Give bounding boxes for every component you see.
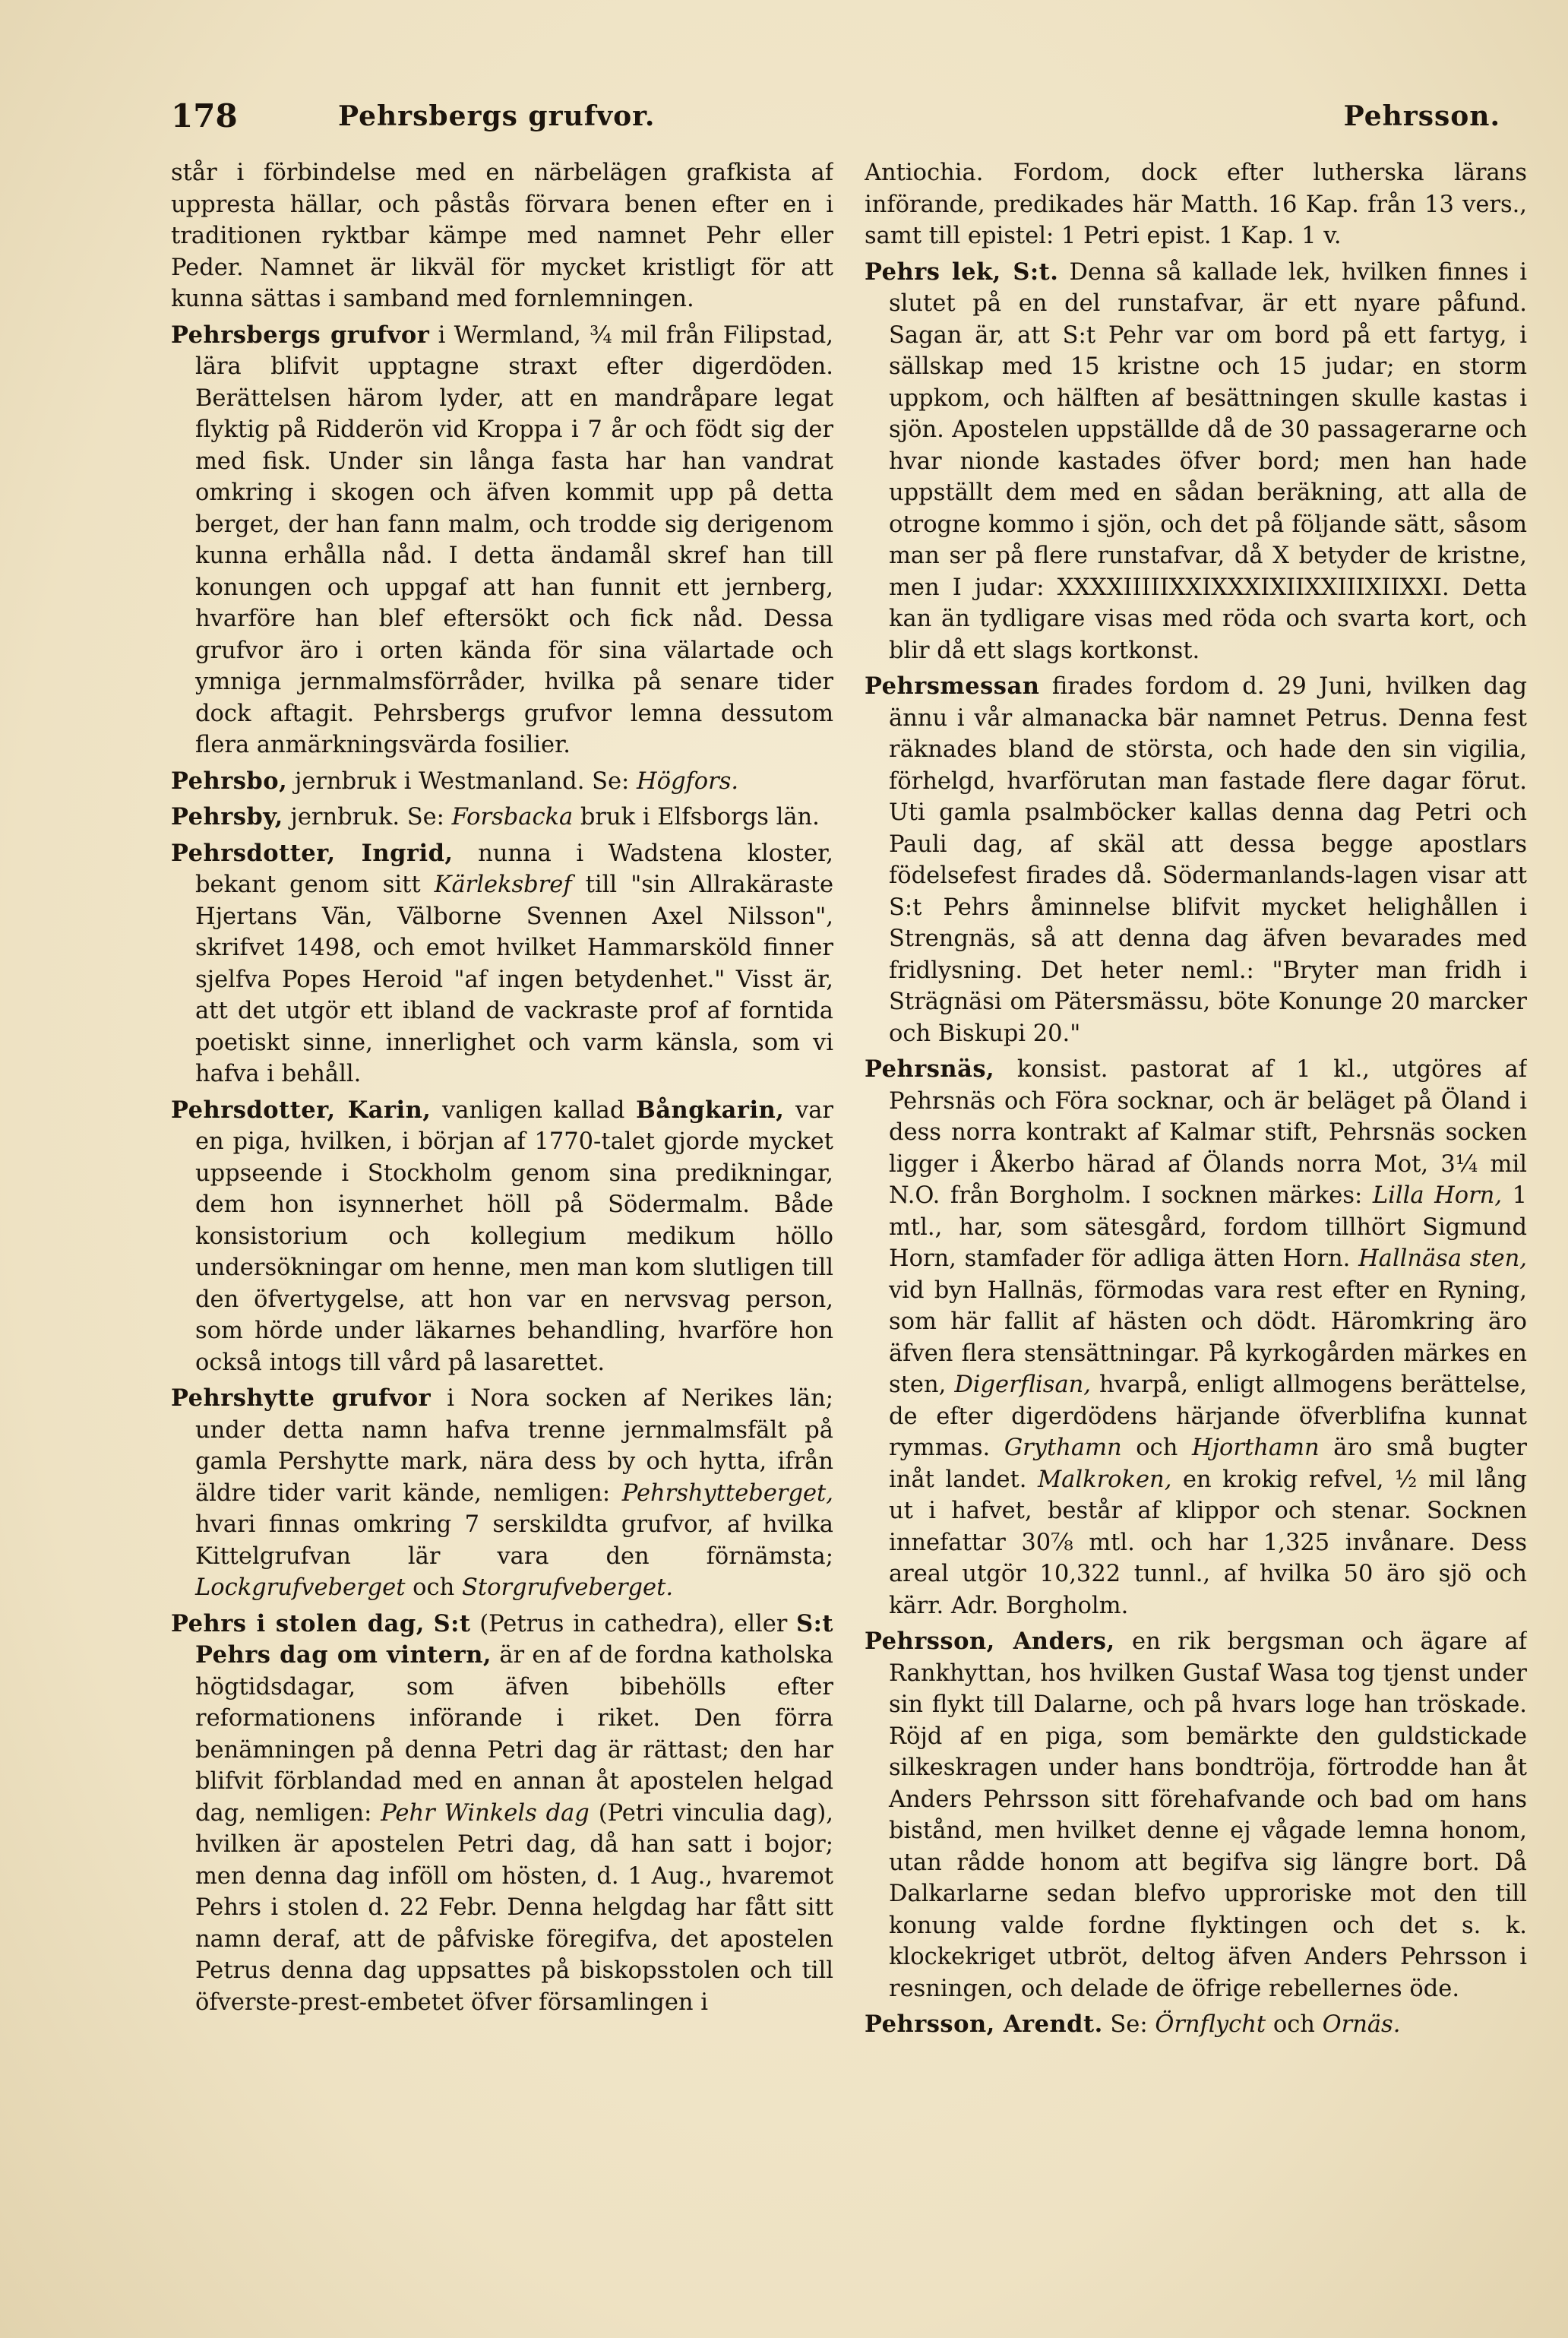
entry-text: och	[1121, 1435, 1192, 1461]
entry-headword: Pehrshytte grufvor	[171, 1384, 432, 1412]
entry-text: hvari finnas omkring 7 serskildta grufvor, af hvilka Kittelgrufvan lär vara den förnämsta;	[195, 1511, 833, 1570]
entry-text: vid byn Hallnäs, förmodas vara rest efter en Ryning, som här fallit af hästen och dödt. Häromkring äro äfven flera stensättningar. På kyrkogården märkes en sten,	[889, 1277, 1527, 1398]
dictionary-entry	[171, 766, 833, 798]
italic-text: Grythamn	[1004, 1435, 1122, 1461]
italic-text: Pehr Winkels dag	[381, 1799, 590, 1827]
italic-text: Ornäs.	[1322, 2011, 1401, 2038]
entry-headword: Pehrsnäs,	[865, 1055, 995, 1083]
dictionary-entry	[171, 1095, 833, 1379]
entry-text: i Nora socken af Nerikes län; under detta namn hafva trenne jernmalmsfält på gamla Pershytte mark, nära dess by och hytta, ifrån äldre tider varit kände, nemligen:	[195, 1385, 833, 1507]
entry-text: Denna så kallade lek, hvilken finnes i slutet på en del runstafvar, är ett nyare påfund. Sagan är, att S:t Pehr var om bord på ett fartyg, i sällskap med 15 kristne och 15 judar; en storm uppkom, och hälften af besättningen skulle kastas i sjön. Apostelen uppställde då de 30 passagerarne och hvar nionde kastades öfver bord; men han hade uppställt dem med en sådan beräkning, att alla de otrogne kommo i sjön, och det på följande sätt, såsom man ser på flere runstafvar, då X betyder de kristne, men I judar: XXXXIIIIIXXIXXXIXIIXXIIIXIIXXI. Detta kan än tydligare visas med röda och svarta kort, och blir då ett slags kortkonst.	[889, 258, 1527, 664]
entry-text: jernbruk i Westmanland. Se:	[287, 767, 637, 795]
entry-text: bruk i Elfsborgs län.	[573, 804, 820, 830]
page-header	[171, 97, 1500, 150]
entry-headword: Pehrsbo,	[171, 767, 288, 795]
dictionary-entry	[865, 671, 1527, 1049]
entry-text: firades fordom d. 29 Juni, hvilken dag ännu i vår almanacka bär namnet Petrus. Denna fest räknades bland de största, och hade den sin vigilia, förhelgd, hvarförutan man fastade flere dagar förut. Uti gamla psalmböcker kallas denna dag Petri och Pauli dag, af skäl att dessa begge apostlars födelsefest firades då. Södermanlands-lagen visar att S:t Pehrs åminnelse blifvit mycket helighållen i Strengnäs, så att denna dag äfven bevarades med fridlysning. Det heter neml.: "Bryter man fridh i Strägnäsi om Pätersmässu, böte Konunge 20 marcker och Biskupi 20."	[889, 673, 1527, 1047]
dictionary-entry	[171, 1383, 833, 1604]
italic-text: Storgrufveberget.	[461, 1574, 674, 1601]
entry-headword: Pehrsdotter, Ingrid,	[171, 839, 454, 867]
italic-text: Hjorthamn	[1191, 1435, 1320, 1461]
dictionary-entry	[171, 838, 833, 1090]
entry-headword: Pehrsbergs grufvor	[171, 321, 430, 349]
entry-text: vanligen kallad	[431, 1096, 636, 1124]
italic-text: Lilla Horn,	[1372, 1182, 1503, 1209]
italic-text: Malkroken,	[1037, 1466, 1172, 1493]
entry-headword: Pehrsson, Arendt.	[865, 2011, 1103, 2038]
entry-text: en rik bergsman och ägare af Rankhyttan, hos hvilken Gustaf Wasa tog tjenst under sin flykt till Dalarne, och på hvars loge han tröskade. Röjd af en piga, som bemärkte den guldstickade silkeskragen under hans bondtröja, förtrodde han åt Anders Pehrsson sitt förehafvande och bad om hans bistånd, men hvilket denne ej vågade lemna honom, utan rådde honom att begifva sig längre bort. Då Dalkarlarne sedan blefvo upproriske mot den till konung valde fordne flyktingen och det s. k. klockekriget utbröt, deltog äfven Anders Pehrsson i resningen, och delade de öfrige rebellernes öde.	[889, 1628, 1527, 2002]
entry-text: 1 mtl., har, som sätesgård, fordom tillhört Sigmund Horn, stamfader för adliga ätten Horn.	[889, 1182, 1527, 1272]
running-head-right: Pehrsson.	[1343, 100, 1500, 132]
entry-text: äro små bugter inåt landet.	[889, 1435, 1527, 1493]
italic-text: Örnflycht	[1155, 2011, 1266, 2038]
entry-text: en krokig refvel, ½ mil lång ut i hafvet, består af klippor och stenar. Socknen innefattar 30⅞ mtl. och har 1,325 invånare. Dess areal utgör 10,322 tunnl., af hvilka 50 äro sjö och kärr. Adr. Borgholm.	[889, 1466, 1527, 1619]
italic-text: Forsbacka	[451, 804, 574, 830]
entry-headword: Bångkarin,	[635, 1096, 785, 1124]
dictionary-entry	[865, 1626, 1527, 2004]
dictionary-entry	[171, 320, 833, 761]
entry-text: Se:	[1102, 2011, 1155, 2038]
dictionary-entry	[865, 1054, 1527, 1621]
entry-text: (Petrus in cathedra), eller	[470, 1610, 797, 1637]
entry-text: jernbruk. Se:	[283, 804, 452, 830]
dictionary-entry	[865, 2009, 1527, 2041]
continued-text	[171, 157, 833, 315]
entry-text: i Wermland, ¾ mil från Filipstad, lära blifvit upptagne straxt efter digerdöden. Berättelsen härom lyder, att en mandråpare legat flyktig på Ridderön vid Kroppa i 7 år och födt sig der med fisk. Under sin långa fasta har han vandrat omkring i skogen och äfven kommit upp på detta berget, der han fann malm, och trodde sig derigenom kunna erhålla nåd. I detta ändamål skref han till konungen och uppgaf att han funnit ett jernberg, hvarföre han blef eftersökt och fick nåd. Dessa grufvor äro i orten kända för sina välartade och ymniga jernmalmsförråder, hvilka på senare tider dock aftagit. Pehrsbergs grufvor lemna dessutom flera anmärkningsvärda fosilier.	[195, 321, 833, 758]
entry-text	[425, 1611, 434, 1637]
right-column	[865, 157, 1527, 2178]
running-head-left: Pehrsbergs grufvor.	[338, 100, 656, 132]
entry-text: hvarpå, enligt allmogens berättelse, de efter digerdödens härjande öfverblifna kunnat rymmas.	[889, 1371, 1527, 1461]
entry-headword: Pehrsson, Anders,	[865, 1628, 1115, 1655]
entry-text: (Petri vinculia dag), hvilken är apostelen Petri dag, då han satt i bojor; men denna dag inföll om hösten, d. 1 Aug., hvaremot Pehrs i stolen d. 22 Febr. Denna helgdag har fått sitt namn deraf, att de påfviske föregifva, det apostelen Petrus denna dag uppsattes på biskopsstolen och till öfverste-prest-embetet öfver församlingen i	[195, 1799, 833, 2016]
entry-text: är en af de fordna katholska högtidsdagar, som äfven bibehölls efter reformationens införande i riket. Den förra benämningen på denna Petri dag är rättast; den har blifvit förblandad med en annan åt apostelen helgad dag, nemligen:	[195, 1642, 833, 1827]
italic-text: Lockgrufveberget	[195, 1574, 406, 1601]
entry-headword: Pehrsmessan	[865, 672, 1040, 700]
entry-text: nunna i Wadstena kloster, bekant genom sitt	[195, 840, 833, 898]
entry-headword: Pehrs i stolen dag,	[171, 1609, 425, 1637]
italic-text: Digerflisan,	[954, 1371, 1091, 1398]
entry-headword: Pehrsdotter, Karin,	[171, 1096, 432, 1124]
continued-text	[865, 157, 1527, 252]
entry-text: står i förbindelse med en närbelägen grafkista af uppresta hällar, och påstås förvara benen efter en i traditionen ryktbar kämpe med namnet Pehr eller Peder. Namnet är likväl för mycket kristligt för att kunna sättas i samband med fornlemningen.	[171, 160, 833, 312]
page-number: 178	[171, 97, 238, 134]
left-column	[171, 157, 833, 2178]
italic-text: Kärleksbref	[434, 872, 572, 898]
italic-text: Hallnäsa sten,	[1358, 1245, 1527, 1272]
dictionary-entry	[171, 1609, 833, 2019]
entry-headword: S:t	[433, 1609, 471, 1637]
italic-text: Pehrshytteberget,	[621, 1479, 833, 1507]
entry-headword: S:t Pehrs dag om vintern,	[195, 1609, 833, 1669]
entry-headword: Pehrsby,	[171, 803, 283, 830]
entry-text: och	[405, 1574, 462, 1601]
dictionary-entry	[171, 802, 833, 834]
entry-text: konsist. pastorat af 1 kl., utgöres af Pehrsnäs och Föra socknar, och är beläget på Öland i dess norra kontrakt af Kalmar stift, Pehrsnäs socken ligger i Åkerbo härad af Ölands norra Mot, 3¼ mil N.O. från Borgholm. I socknen märkes:	[889, 1056, 1527, 1209]
dictionary-entry	[865, 257, 1527, 667]
entry-text: Antiochia. Fordom, dock efter lutherska lärans införande, predikades här Matth. 16 Kap. från 13 vers., samt till epistel: 1 Petri epist. 1 Kap. 1 v.	[865, 160, 1527, 249]
entry-text: och	[1266, 2011, 1323, 2038]
entry-headword: Pehrs lek, S:t.	[865, 258, 1059, 286]
entry-text: var en piga, hvilken, i början af 1770-talet gjorde mycket uppseende i Stockholm genom sina predikningar, dem hon isynnerhet höll på Södermalm. Både konsistorium och kollegium medikum höllo undersökningar om henne, men man kom slutligen till den öfvertygelse, att hon var en nervsvag person, som hörde under läkarnes behandling, hvarföre hon också intogs till vård på lasarettet.	[195, 1096, 833, 1376]
italic-text: Högfors.	[637, 767, 739, 795]
entry-text: till "sin Allrakäraste Hjertans Vän, Välborne Svennen Axel Nilsson", skrifvet 1498, och emot hvilket Hammarsköld finner sjelfva Popes Heroid "af ingen betydenhet." Visst är, att det utgör ett ibland de vackraste prof af forntida poetiskt sinne, innerlighet och varm känsla, som vi hafva i behåll.	[195, 872, 833, 1087]
